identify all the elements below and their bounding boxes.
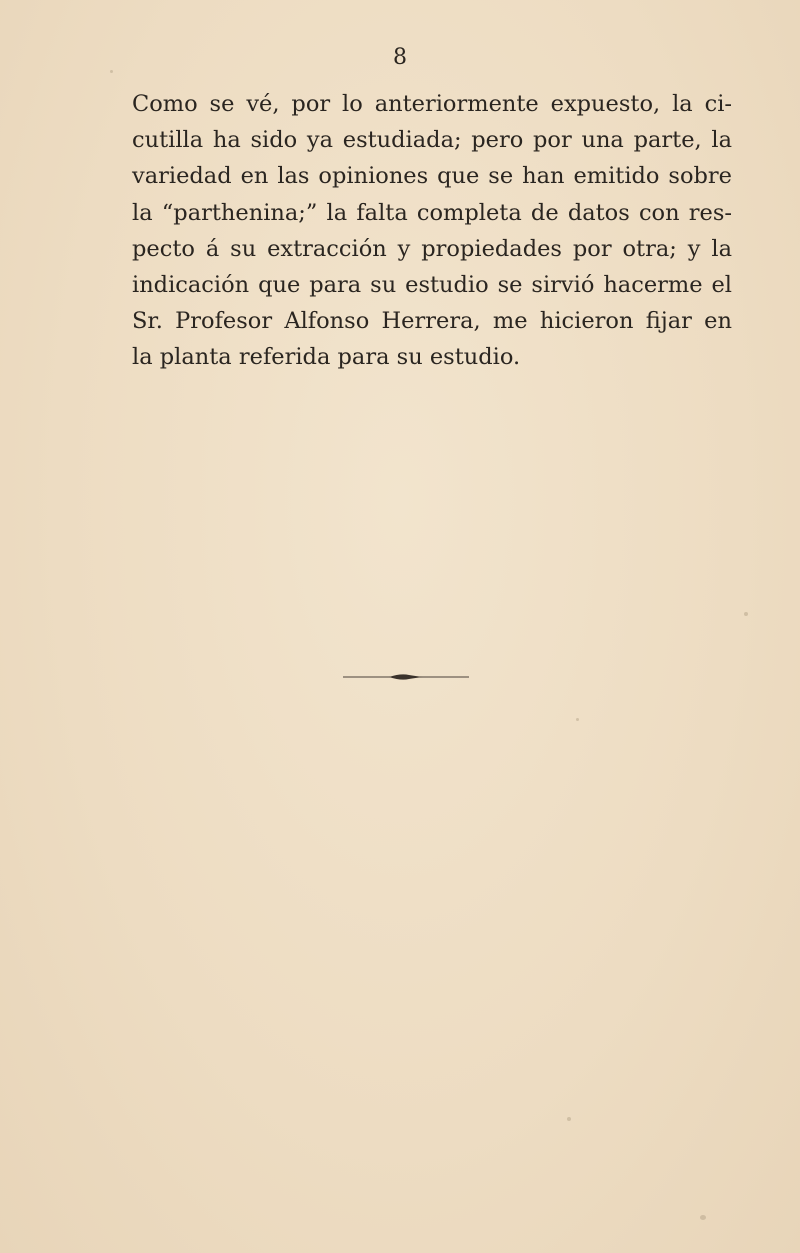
paper-speck <box>110 70 113 73</box>
text-line: variedad en las opiniones que se han emitido sobre <box>132 163 732 190</box>
paper-speck <box>744 612 748 616</box>
body-paragraph <box>132 86 732 376</box>
section-divider-ornament <box>343 670 469 684</box>
text-line: pecto á su extracción y propiedades por otra; y la <box>132 235 732 262</box>
text-line: la planta referida para su estudio. <box>132 344 521 371</box>
text-line: Sr. Profesor Alfonso Herrera, me hicieron fijar en <box>132 308 732 335</box>
text-line: indicación que para su estudio se sirvió hacerme el <box>132 271 732 298</box>
text-line: la “parthenina;” la falta completa de datos con res- <box>132 199 732 226</box>
paper-speck <box>567 1117 571 1121</box>
page-number: 8 <box>393 45 407 70</box>
text-line: Como se vé, por lo anteriormente expuesto, la ci- <box>132 91 732 117</box>
text-line: cutilla ha sido ya estudiada; pero por una parte, la <box>132 127 732 154</box>
paper-speck <box>576 718 579 721</box>
paper-speck <box>700 1215 706 1220</box>
